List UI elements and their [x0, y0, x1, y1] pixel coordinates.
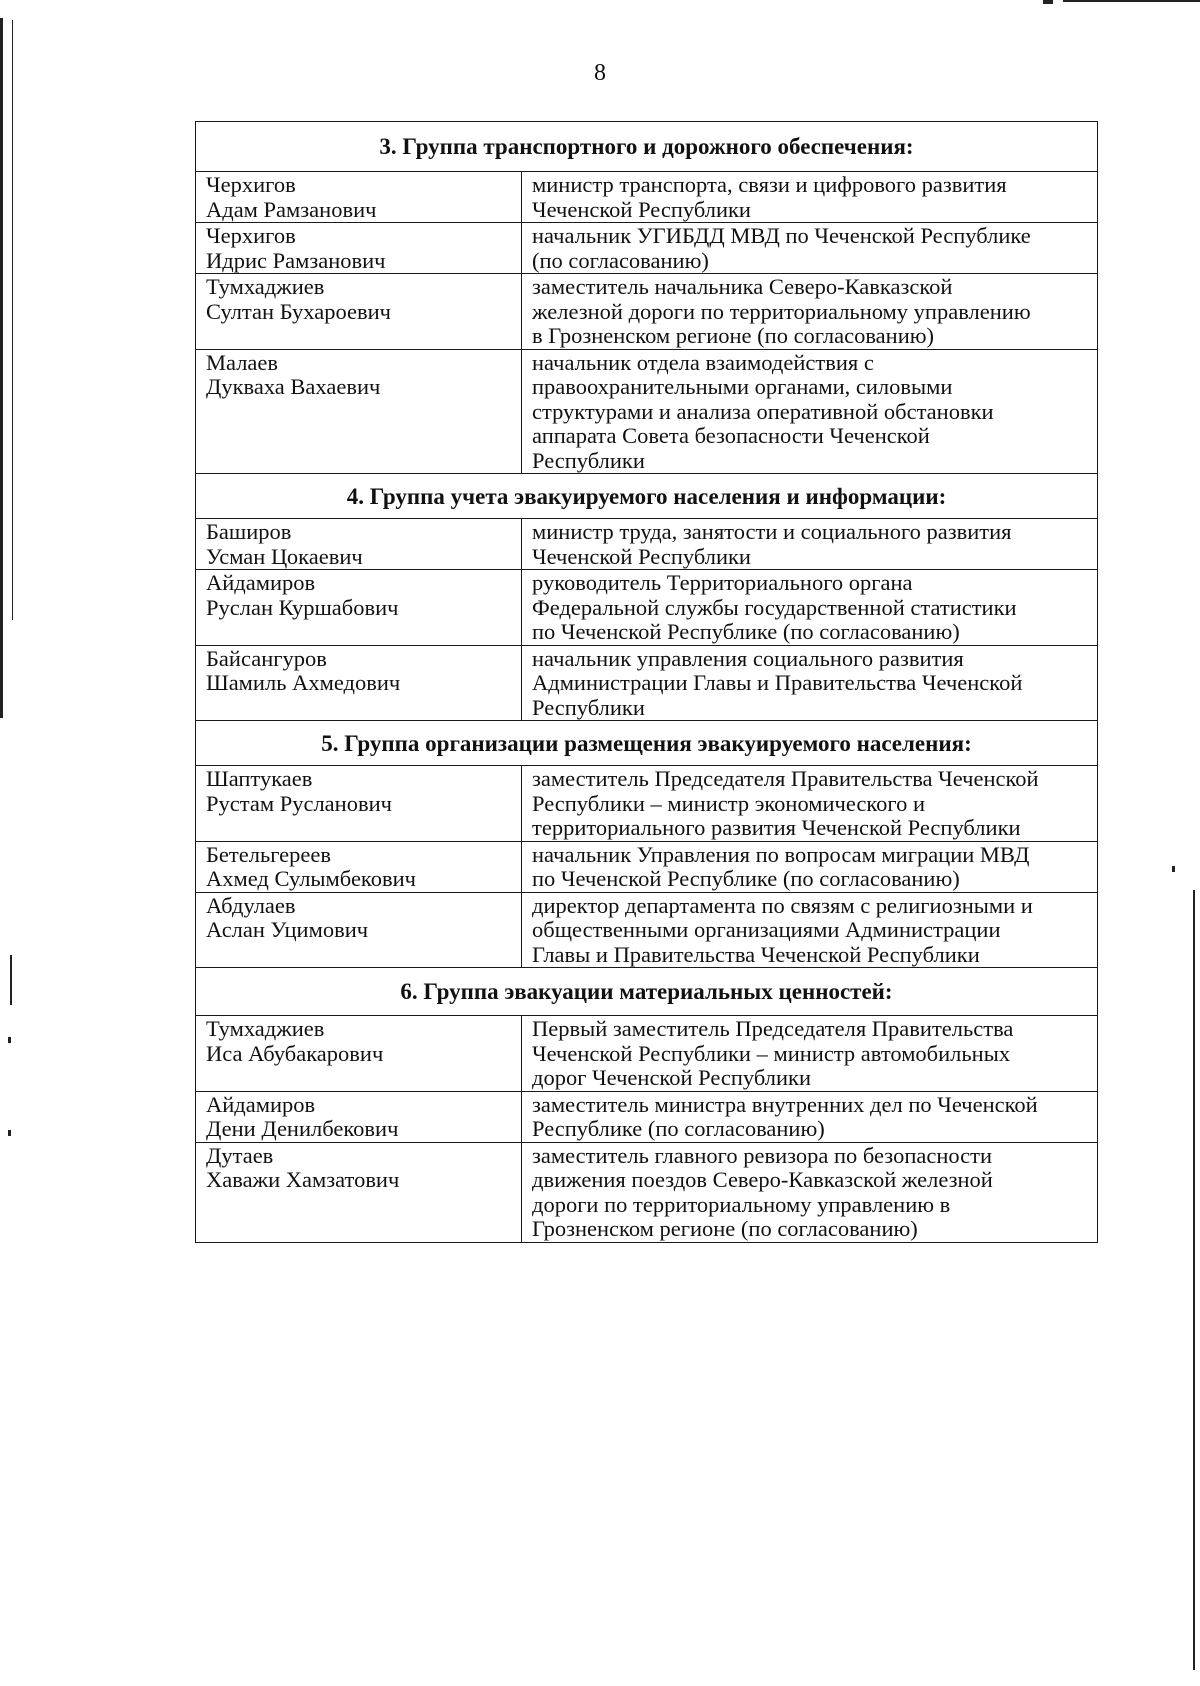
member-position-line: (по согласованию) — [532, 247, 709, 273]
member-position-line: заместитель начальника Северо-Кавказской — [532, 274, 953, 299]
member-position-line: Чеченской Республики — [532, 543, 751, 569]
member-surname: Абдулаев — [206, 892, 296, 918]
member-position-line: Чеченской Республики – министр автомобильных — [532, 1040, 1011, 1066]
member-position-line: Федеральной службы государственной статистики — [532, 594, 1017, 620]
group-heading-row — [196, 968, 1098, 1016]
member-position-line: заместитель главного ревизора по безопасности — [532, 1142, 993, 1168]
member-position-cell — [522, 1091, 1098, 1142]
member-position-cell — [522, 841, 1098, 892]
member-name-cell — [196, 223, 522, 274]
member-surname: Черхигов — [206, 223, 296, 248]
member-name-cell — [196, 766, 522, 842]
member-surname: Айдамиров — [206, 1091, 316, 1117]
member-position-line: движения поездов Северо-Кавказской железной — [532, 1167, 993, 1192]
member-position-line: Первый заместитель Председателя Правительства — [532, 1016, 1014, 1041]
member-position-cell — [522, 274, 1098, 350]
member-row — [196, 570, 1098, 646]
member-position-line: директор департамента по связям с религиозными и — [532, 892, 1033, 918]
member-row — [196, 766, 1098, 842]
member-position-line: начальник УГИБДД МВД по Чеченской Республике — [532, 223, 1031, 248]
member-position-line: Главы и Правительства Чеченской Республики — [532, 941, 980, 967]
member-given-names: Иса Абубакарович — [206, 1040, 384, 1066]
member-surname: Дутаев — [206, 1142, 274, 1168]
member-given-names: Ахмед Сулымбекович — [206, 866, 416, 891]
member-name-cell — [196, 570, 522, 646]
scan-edge-top-right — [1063, 0, 1200, 2]
group-roster-table — [195, 121, 1098, 1243]
member-position-line: в Грозненском регионе (по согласованию) — [532, 323, 935, 348]
member-position-cell — [522, 645, 1098, 721]
member-position-line: начальник отдела взаимодействия с — [532, 349, 874, 375]
member-position-cell — [522, 570, 1098, 646]
member-position-line: структурами и анализа оперативной обстановки — [532, 398, 994, 424]
member-position-line: начальник управления социального развития — [532, 645, 964, 671]
member-name-cell — [196, 172, 522, 223]
member-position-line: заместитель министра внутренних дел по Чеченской — [532, 1091, 1038, 1117]
member-position-line: Грозненском регионе (по согласованию) — [532, 1216, 918, 1241]
member-row — [196, 223, 1098, 274]
member-given-names: Аслан Уцимович — [206, 917, 369, 942]
member-row — [196, 841, 1098, 892]
member-row — [196, 892, 1098, 968]
member-position-line: министр труда, занятости и социального развития — [532, 519, 1012, 544]
member-given-names: Руслан Куршабович — [206, 594, 399, 620]
member-position-line: дороги по территориальному управлению в — [532, 1191, 951, 1217]
member-position-line: Администрации Главы и Правительства Чеченской — [532, 670, 1023, 695]
scan-mark-left-1 — [10, 955, 12, 1005]
member-name-cell — [196, 892, 522, 968]
member-position-cell — [522, 519, 1098, 570]
member-position-line: Республики – министр экономического и — [532, 790, 926, 816]
member-surname: Баширов — [206, 519, 292, 544]
group-heading: 4. Группа учета эвакуируемого населения и информации: — [196, 474, 1098, 519]
member-position-line: Чеченской Республики — [532, 196, 751, 222]
member-name-cell — [196, 1091, 522, 1142]
scan-edge-right — [1193, 890, 1195, 1670]
member-name-cell — [196, 519, 522, 570]
member-surname: Малаев — [206, 349, 279, 375]
member-position-cell — [522, 1142, 1098, 1242]
member-row — [196, 1091, 1098, 1142]
member-given-names: Дени Денилбекович — [206, 1116, 399, 1141]
scan-mark-right — [1172, 866, 1175, 872]
member-name-cell — [196, 274, 522, 350]
member-position-line: Республики — [532, 694, 645, 720]
member-row — [196, 645, 1098, 721]
member-given-names: Идрис Рамзанович — [206, 247, 386, 273]
member-surname: Тумхаджиев — [206, 1016, 325, 1041]
member-given-names: Рустам Русланович — [206, 790, 392, 816]
group-heading-row — [196, 474, 1098, 519]
member-position-line: общественными организациями Администрации — [532, 917, 1001, 942]
member-position-line: по Чеченской Республике (по согласованию) — [532, 866, 960, 891]
member-position-line: министр транспорта, связи и цифрового развития — [532, 172, 1007, 197]
member-position-line: Республики — [532, 447, 645, 473]
scan-mark-top-right — [1043, 0, 1053, 4]
member-name-cell — [196, 1142, 522, 1242]
scan-edge-left-inner — [12, 20, 13, 620]
member-position-line: территориального развития Чеченской Республики — [532, 815, 1021, 840]
member-position-line: руководитель Территориального органа — [532, 570, 913, 595]
group-heading: 6. Группа эвакуации материальных ценностей: — [196, 968, 1098, 1016]
member-position-line: аппарата Совета безопасности Чеченской — [532, 423, 930, 448]
member-name-cell — [196, 645, 522, 721]
member-surname: Тумхаджиев — [206, 274, 325, 299]
member-surname: Айдамиров — [206, 570, 316, 595]
member-given-names: Усман Цокаевич — [206, 543, 363, 569]
scan-mark-left-3 — [8, 1130, 11, 1136]
group-heading-row — [196, 122, 1098, 172]
page-number: 8 — [594, 60, 606, 86]
member-name-cell — [196, 349, 522, 474]
scan-edge-left — [0, 18, 3, 718]
member-surname: Байсангуров — [206, 645, 327, 671]
member-row — [196, 1016, 1098, 1092]
member-given-names: Дукваха Вахаевич — [206, 374, 381, 399]
member-name-cell — [196, 1016, 522, 1092]
member-position-line: начальник Управления по вопросам миграции МВД — [532, 841, 1030, 867]
member-given-names: Султан Бухароевич — [206, 298, 391, 324]
member-row — [196, 274, 1098, 350]
member-position-line: дорог Чеченской Республики — [532, 1065, 812, 1090]
member-name-cell — [196, 841, 522, 892]
member-surname: Шаптукаев — [206, 766, 313, 791]
member-given-names: Адам Рамзанович — [206, 196, 377, 222]
member-row — [196, 519, 1098, 570]
member-position-line: железной дороги по территориальному управлению — [532, 298, 1031, 324]
member-position-cell — [522, 223, 1098, 274]
member-given-names: Хаважи Хамзатович — [206, 1167, 400, 1192]
member-position-cell — [522, 349, 1098, 474]
member-position-line: заместитель Председателя Правительства Чеченской — [532, 766, 1039, 791]
member-surname: Бетельгереев — [206, 841, 331, 867]
member-row — [196, 1142, 1098, 1242]
member-row — [196, 349, 1098, 474]
member-given-names: Шамиль Ахмедович — [206, 670, 401, 695]
group-heading: 3. Группа транспортного и дорожного обеспечения: — [196, 122, 1098, 172]
member-position-line: по Чеченской Республике (по согласованию) — [532, 619, 960, 644]
member-position-cell — [522, 1016, 1098, 1092]
group-heading-row — [196, 721, 1098, 766]
member-position-cell — [522, 172, 1098, 223]
member-position-cell — [522, 766, 1098, 842]
member-position-line: правоохранительными органами, силовыми — [532, 374, 953, 399]
member-position-line: Республике (по согласованию) — [532, 1116, 825, 1141]
member-surname: Черхигов — [206, 172, 296, 197]
group-heading: 5. Группа организации размещения эвакуируемого населения: — [196, 721, 1098, 766]
scan-mark-left-2 — [8, 1037, 11, 1043]
member-row — [196, 172, 1098, 223]
member-position-cell — [522, 892, 1098, 968]
